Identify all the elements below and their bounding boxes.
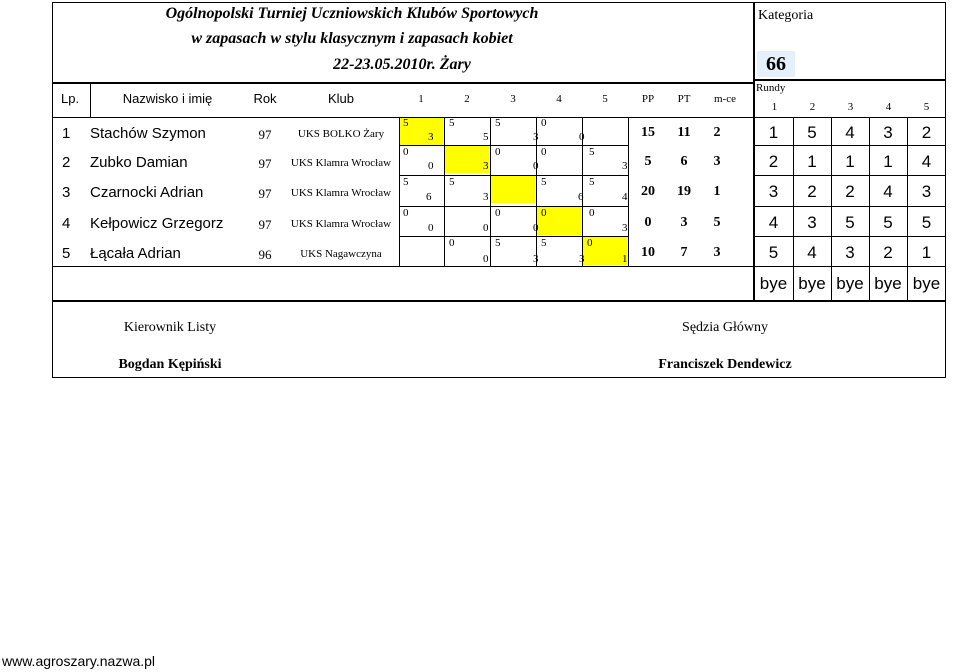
round-cell: 5 xyxy=(921,213,932,232)
row-place: 5 xyxy=(713,215,721,230)
round-cell: 1 xyxy=(807,152,817,171)
row-name: Zubko Damian xyxy=(90,154,188,171)
round-cell: 5 xyxy=(845,213,855,232)
bye-cell: bye xyxy=(836,274,864,293)
col-year: Rok xyxy=(253,91,277,106)
score-bot: 3 xyxy=(622,222,628,234)
score-top: 0 xyxy=(495,207,501,219)
score-top: 5 xyxy=(589,176,595,188)
score-bot: 3 xyxy=(622,160,628,172)
col-opp-1: 1 xyxy=(418,93,424,105)
round-cell: 1 xyxy=(845,152,855,171)
score-top: 0 xyxy=(541,146,547,158)
line xyxy=(399,117,400,267)
score-top: 5 xyxy=(541,237,547,249)
round-cell: 2 xyxy=(768,152,779,171)
row-name: Kełpowicz Grzegorz xyxy=(90,215,224,232)
row-club: UKS Klamra Wrocław xyxy=(290,187,392,199)
row-pt: 19 xyxy=(677,184,691,199)
bye-cell: bye xyxy=(874,274,902,293)
score-top: 0 xyxy=(541,117,547,129)
col-pp: PP xyxy=(641,93,655,105)
score-bot: 3 xyxy=(428,131,434,143)
score-top: 0 xyxy=(449,237,455,249)
col-opp-5: 5 xyxy=(602,93,608,105)
round-cell: 4 xyxy=(883,182,893,201)
col-opp-4: 4 xyxy=(556,93,562,105)
round-num-2: 2 xyxy=(809,101,816,113)
row-year: 97 xyxy=(258,156,272,171)
row-name: Czarnocki Adrian xyxy=(90,184,204,201)
row-pt: 3 xyxy=(680,215,688,230)
round-cell: 4 xyxy=(845,123,855,142)
row-place: 3 xyxy=(713,154,721,169)
watermark: www.agroszary.nazwa.pl xyxy=(2,653,156,669)
line xyxy=(628,117,629,267)
list-manager-name: Bogdan Kępiński xyxy=(118,357,222,372)
col-place: m-ce xyxy=(714,93,736,105)
score-top: 5 xyxy=(495,117,501,129)
round-cell: 3 xyxy=(921,182,932,201)
category-label: Kategoria xyxy=(758,8,814,23)
score-bot: 3 xyxy=(483,191,489,203)
score-bot: 1 xyxy=(622,253,628,265)
line xyxy=(754,266,946,267)
round-cell: 3 xyxy=(883,123,893,142)
line xyxy=(754,117,946,118)
round-cell: 2 xyxy=(845,182,855,201)
row-club: UKS Klamra Wrocław xyxy=(290,157,392,169)
round-cell: 5 xyxy=(768,243,779,262)
round-num-4: 4 xyxy=(885,101,892,113)
score-bot: 0 xyxy=(533,222,539,234)
score-bot: 0 xyxy=(483,222,489,234)
round-cell: 2 xyxy=(807,182,817,201)
row-club: UKS Klamra Wrocław xyxy=(290,218,392,230)
line xyxy=(490,117,491,267)
chief-referee-label: Sędzia Główny xyxy=(682,320,768,335)
line xyxy=(90,83,91,117)
row-pp: 10 xyxy=(641,245,655,260)
row-name: Łącała Adrian xyxy=(90,245,181,262)
round-num-5: 5 xyxy=(923,101,930,113)
self-cell-3 xyxy=(491,176,535,203)
row-name: Stachów Szymon xyxy=(90,125,206,142)
round-cell: 1 xyxy=(883,152,893,171)
round-cell: 4 xyxy=(807,243,817,262)
score-bot: 3 xyxy=(579,253,585,265)
score-top: 0 xyxy=(495,146,501,158)
round-cell: 1 xyxy=(768,123,779,142)
score-top: 5 xyxy=(403,176,409,188)
row-club: UKS BOLKO Żary xyxy=(297,128,385,140)
score-bot: 3 xyxy=(483,160,489,172)
col-opp-2: 2 xyxy=(464,93,470,105)
row-pt: 11 xyxy=(677,125,691,140)
col-lp: Lp. xyxy=(61,91,80,106)
col-pt: PT xyxy=(677,93,691,105)
score-top: 0 xyxy=(403,207,409,219)
round-num-3: 3 xyxy=(847,101,854,113)
row-pp: 0 xyxy=(644,215,652,230)
tournament-subtitle: w zapasach w stylu klasycznym i zapasach kobiet xyxy=(191,30,513,47)
score-bot: 0 xyxy=(428,160,434,172)
score-top: 5 xyxy=(541,176,547,188)
score-top: 5 xyxy=(403,117,409,129)
row-year: 97 xyxy=(258,186,272,201)
score-top: 0 xyxy=(403,146,409,158)
row-year: 97 xyxy=(258,217,272,232)
row-pp: 15 xyxy=(641,125,655,140)
round-cell: 4 xyxy=(768,213,779,232)
row-club: UKS Nagawczyna xyxy=(300,248,382,260)
bye-cell: bye xyxy=(798,274,826,293)
score-bot: 0 xyxy=(579,131,585,143)
score-bot: 6 xyxy=(578,191,584,203)
score-bot: 6 xyxy=(426,191,432,203)
score-bot: 3 xyxy=(533,131,539,143)
score-bot: 0 xyxy=(533,160,539,172)
round-cell: 4 xyxy=(921,152,932,171)
round-cell: 5 xyxy=(807,123,817,142)
round-cell: 3 xyxy=(807,213,817,232)
round-cell: 3 xyxy=(845,243,855,262)
row-lp: 1 xyxy=(62,125,71,142)
score-bot: 5 xyxy=(483,131,489,143)
row-place: 1 xyxy=(713,184,721,199)
tournament-title: Ogólnopolski Turniej Uczniowskich Klubów Sportowych xyxy=(165,5,539,22)
row-year: 96 xyxy=(258,247,272,262)
row-lp: 2 xyxy=(62,154,71,171)
round-cell: 2 xyxy=(883,243,893,262)
line xyxy=(444,117,445,267)
round-cell: 2 xyxy=(921,123,932,142)
col-opp-3: 3 xyxy=(510,93,516,105)
score-bot: 3 xyxy=(533,253,539,265)
score-bot: 0 xyxy=(428,222,434,234)
row-lp: 5 xyxy=(62,245,71,262)
list-manager-label: Kierownik Listy xyxy=(123,320,217,335)
round-cell: 5 xyxy=(883,213,893,232)
col-club: Klub xyxy=(327,91,355,106)
row-lp: 3 xyxy=(62,184,71,201)
bye-cell: bye xyxy=(912,274,941,293)
line xyxy=(754,236,946,237)
score-top: 5 xyxy=(495,237,501,249)
line xyxy=(754,145,946,146)
score-top: 5 xyxy=(449,117,455,129)
row-pt: 7 xyxy=(680,245,688,260)
category-value: 66 xyxy=(757,51,795,77)
score-top: 5 xyxy=(449,176,455,188)
round-cell: 1 xyxy=(921,243,932,262)
row-place: 2 xyxy=(713,125,721,140)
round-num-1: 1 xyxy=(771,101,778,113)
score-top: 0 xyxy=(587,237,593,249)
row-year: 97 xyxy=(258,127,272,142)
score-bot: 0 xyxy=(483,253,489,265)
line xyxy=(754,175,946,176)
round-cell: 3 xyxy=(768,182,779,201)
score-bot: 4 xyxy=(622,191,628,203)
chief-referee-name: Franciszek Dendewicz xyxy=(658,357,792,372)
row-pp: 5 xyxy=(644,154,652,169)
bye-cell: bye xyxy=(759,274,788,293)
score-top: 5 xyxy=(589,146,595,158)
line xyxy=(52,266,754,267)
row-lp: 4 xyxy=(62,215,71,232)
score-top: 0 xyxy=(541,207,547,219)
date-place: 22-23.05.2010r. Żary xyxy=(333,56,471,73)
rounds-label: Rundy xyxy=(756,82,786,94)
line xyxy=(754,206,946,207)
score-top: 0 xyxy=(589,207,595,219)
row-place: 3 xyxy=(713,245,721,260)
row-pp: 20 xyxy=(641,184,655,199)
line xyxy=(399,236,628,237)
row-pt: 6 xyxy=(680,154,688,169)
col-name: Nazwisko i imię xyxy=(122,91,213,106)
